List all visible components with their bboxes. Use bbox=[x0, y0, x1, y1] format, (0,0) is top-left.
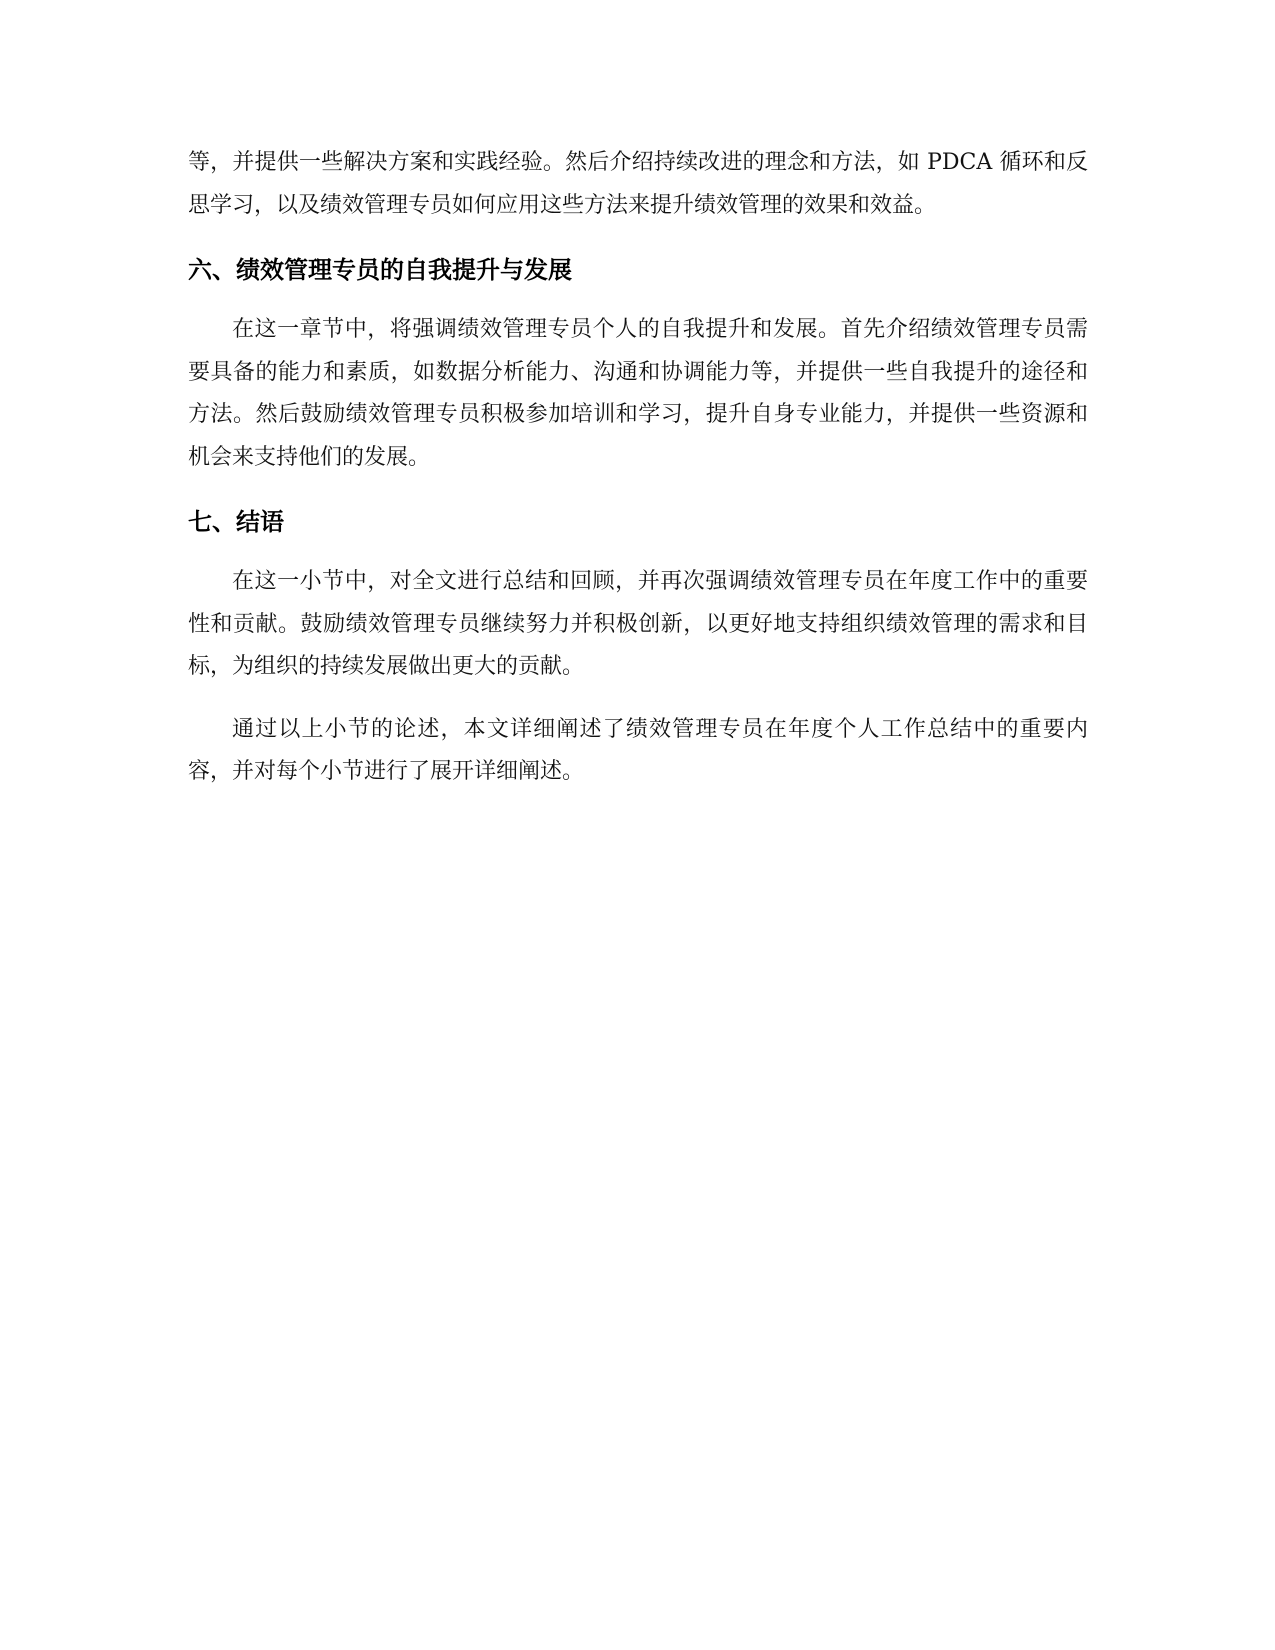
intro-paragraph: 等，并提供一些解决方案和实践经验。然后介绍持续改进的理念和方法，如 PDCA 循环和反思学习，以及绩效管理专员如何应用这些方法来提升绩效管理的效果和效益。 bbox=[188, 150, 1088, 218]
document-body bbox=[188, 142, 1088, 794]
section-7-heading: 七、结语 bbox=[188, 508, 284, 536]
section-6-paragraph: 在这一章节中，将强调绩效管理专员个人的自我提升和发展。首先介绍绩效管理专员需要具备的能力和素质，如数据分析能力、沟通和协调能力等，并提供一些自我提升的途径和方法。然后鼓励绩效管理专员积极参加培训和学习，提升自身专业能力，并提供一些资源和机会来支持他们的发展。 bbox=[188, 317, 1088, 470]
section-7-paragraph: 在这一小节中，对全文进行总结和回顾，并再次强调绩效管理专员在年度工作中的重要性和贡献。鼓励绩效管理专员继续努力并积极创新，以更好地支持组织绩效管理的需求和目标，为组织的持续发展做出更大的贡献。 bbox=[188, 569, 1088, 679]
closing-paragraph: 通过以上小节的论述，本文详细阐述了绩效管理专员在年度个人工作总结中的重要内容，并对每个小节进行了展开详细阐述。 bbox=[188, 716, 1088, 784]
section-6-heading: 六、绩效管理专员的自我提升与发展 bbox=[188, 256, 572, 284]
